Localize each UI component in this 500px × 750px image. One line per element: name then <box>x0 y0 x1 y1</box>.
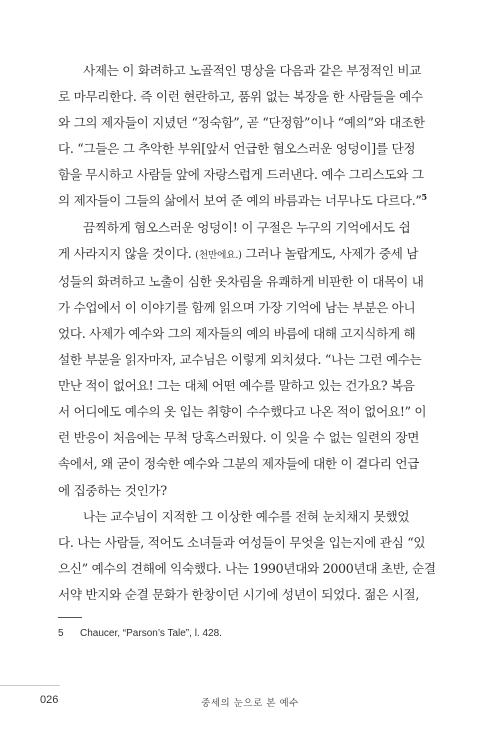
footnote-divider <box>58 617 82 618</box>
paragraph-1 <box>58 58 442 215</box>
text-line: 끔찍하게 혐오스러운 엉덩이! 이 구절은 누구의 기억에서도 쉽 <box>83 219 411 235</box>
text-line: 게 사라지지 않을 것이다. <box>58 245 196 261</box>
text-line: 함을 무시하고 사람들 앞에 자랑스럽게 드러낸다. 예수 그리스도와 그 <box>58 167 424 183</box>
text-line: 설한 부분을 읽자마자, 교수님은 이렇게 외치셨다. “나는 그런 예수는 <box>58 352 422 368</box>
text-line: 성들의 화려하고 노출이 심한 옷차림을 유쾌하게 비판한 이 대목이 내 <box>58 273 424 289</box>
text-line-with-footnote <box>58 188 442 214</box>
text-line: 와 그의 제자들이 지녔던 “정숙함”, 곧 “단정함”이나 “예의”와 대조한 <box>58 115 425 131</box>
footnote <box>58 628 442 639</box>
parenthetical-aside: (천만에요.) <box>195 249 242 261</box>
text-line-with-aside <box>58 241 442 269</box>
text-line: 다. “그들은 그 추악한 부위[앞서 언급한 혐오스러운 엉덩이]를 단정 <box>58 141 416 157</box>
text-line: 다. 나는 사람들, 적어도 소녀들과 여성들이 무엇을 입는지에 관심 “있 <box>58 534 426 550</box>
text-line: 의 제자들이 그들의 삶에서 보여 준 예의 바름과는 너무나도 다르다.” <box>58 193 422 209</box>
text-line: 사제는 이 화려하고 노골적인 명상을 다음과 같은 부정적인 비교 <box>83 63 422 78</box>
footnote-text: Chaucer, “Parson’s Tale”, l. 428. <box>80 628 222 639</box>
page-edge-line <box>0 685 60 686</box>
text-line: 속에서, 왜 굳이 정숙한 예수와 그분의 제자들에 대한 이 곁다리 언급 <box>58 456 420 472</box>
footnote-number: 5 <box>58 628 64 639</box>
text-line: 그러나 놀랍게도, 사제가 중세 남 <box>241 245 419 261</box>
text-line: 서 어디에도 예수의 옷 입는 취향이 수수했다고 나온 적이 없어요!” 이 <box>58 404 427 420</box>
text-line: 로 마무리한다. 즉 이런 현란하고, 품위 없는 복장을 한 사람들을 예수 <box>58 89 423 105</box>
text-line: 에 집중하는 것인가? <box>58 482 167 498</box>
body-text <box>58 58 442 608</box>
text-line: 만난 적이 없어요! 그는 대체 어떤 예수를 말하고 있는 건가요? 복음 <box>58 378 415 394</box>
text-line: 런 반응이 처음에는 무척 당혹스러웠다. 이 잊을 수 없는 일련의 장면 <box>58 430 420 446</box>
text-line: 나는 교수님이 지적한 그 이상한 예수를 전혀 눈치채지 못했었 <box>83 508 410 524</box>
text-line: 었다. 사제가 예수와 그의 제자들의 예의 바름에 대해 고지식하게 해 <box>58 325 416 341</box>
footnote-reference[interactable]: 5 <box>421 192 427 203</box>
text-line: 으신” 예수의 견해에 익숙했다. 나는 1990년대와 2000년대 초반, 순결 <box>58 560 436 576</box>
page-number: 026 <box>40 694 59 706</box>
text-line: 서약 반지와 순결 문화가 한창이던 시기에 성년이 되었다. 젊은 시절, <box>58 586 420 602</box>
paragraph-2 <box>58 215 442 504</box>
text-line: 가 수업에서 이 이야기를 함께 읽으며 가장 기억에 남는 부분은 아니 <box>58 299 416 315</box>
running-title: 중세의 눈으로 본 예수 <box>201 698 299 709</box>
paragraph-3 <box>58 504 442 608</box>
